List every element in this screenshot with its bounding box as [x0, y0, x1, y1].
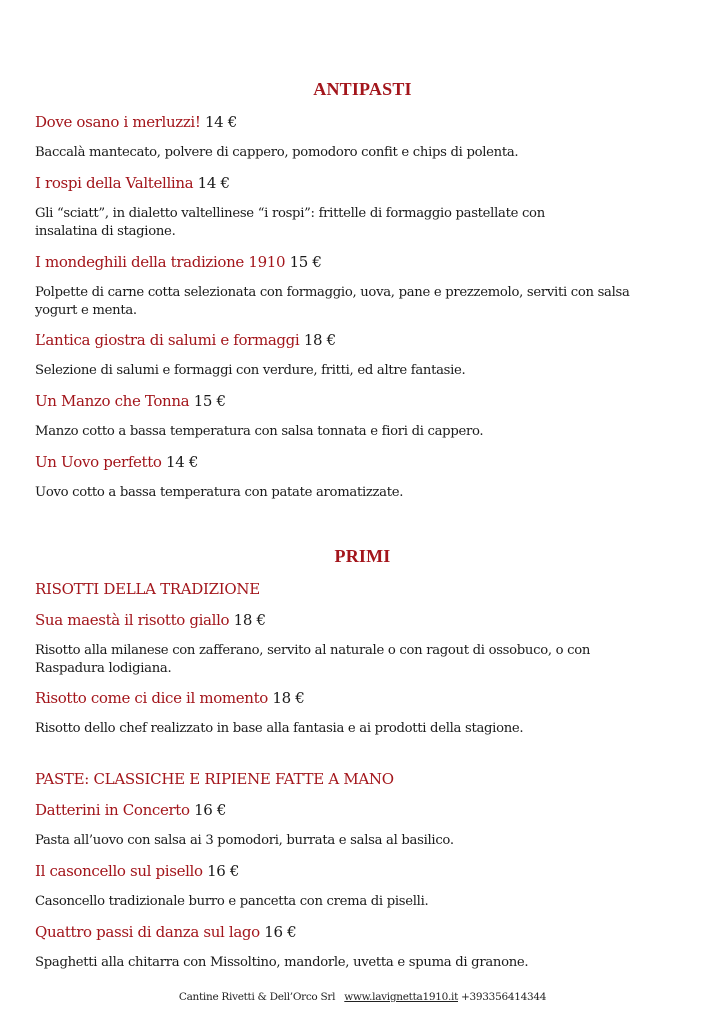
dish-title	[35, 331, 336, 349]
dish-description: Gli “sciatt”, in dialetto valtellinese “i rospi”: frittelle di formaggio pastellate con insalatina di stagione.	[35, 206, 545, 239]
dish-description: Spaghetti alla chitarra con Missoltino, mandorle, uvetta e spuma di granone.	[35, 955, 529, 970]
dish-title	[35, 174, 230, 192]
dish-title	[35, 689, 304, 707]
dish-title	[35, 923, 296, 941]
dish-description: Uovo cotto a bassa temperatura con patate aromatizzate.	[35, 485, 404, 500]
dish-name: Sua maestà il risotto giallo	[35, 611, 230, 629]
dish-description: Manzo cotto a bassa temperatura con salsa tonnata e fiori di cappero.	[35, 424, 484, 439]
dish-title	[35, 253, 322, 271]
dish-title	[35, 862, 239, 880]
dish-title	[35, 453, 198, 471]
dish-price: 16 €	[194, 801, 227, 819]
section-title-primi: PRIMI	[334, 546, 391, 566]
section-title-antipasti: ANTIPASTI	[313, 79, 412, 99]
dish-description: Polpette di carne cotta selezionata con formaggio, uova, pane e prezzemolo, serviti con salsa yogurt e menta.	[35, 285, 630, 318]
dish-description: Casoncello tradizionale burro e pancetta con crema di piselli.	[35, 894, 429, 909]
dish-description: Risotto dello chef realizzato in base alla fantasia e ai prodotti della stagione.	[35, 721, 524, 736]
dish-price: 16 €	[264, 923, 297, 941]
dish-price: 16 €	[207, 862, 240, 880]
dish-name: Risotto come ci dice il momento	[35, 689, 268, 707]
dish-description: Baccalà mantecato, polvere di cappero, pomodoro confit e chips di polenta.	[35, 145, 519, 160]
dish-price: 18 €	[303, 331, 336, 349]
dish-price: 14 €	[166, 453, 199, 471]
dish-name: Datterini in Concerto	[35, 801, 190, 819]
dish-price: 18 €	[272, 689, 305, 707]
dish-name: I mondeghili della tradizione 1910	[35, 253, 286, 271]
dish-price: 14 €	[204, 113, 237, 131]
dish-title	[35, 611, 266, 629]
dish-title	[35, 392, 226, 410]
dish-title	[35, 801, 226, 819]
dish-title	[35, 113, 237, 131]
dish-description: Selezione di salumi e formaggi con verdure, fritti, ed altre fantasie.	[35, 363, 466, 378]
dish-name: I rospi della Valtellina	[35, 174, 194, 192]
dish-name: Il casoncello sul pisello	[35, 862, 203, 880]
dish-description: Pasta all’uovo con salsa ai 3 pomodori, burrata e salsa al basilico.	[35, 833, 454, 848]
dish-name: Un Manzo che Tonna	[35, 392, 190, 410]
dish-price: 18 €	[233, 611, 266, 629]
subsection-risotti: RISOTTI DELLA TRADIZIONE	[35, 580, 260, 598]
dish-price: 14 €	[197, 174, 230, 192]
dish-name: Quattro passi di danza sul lago	[35, 923, 260, 941]
footer-company: Cantine Rivetti & Dell’Orco Srl	[178, 991, 336, 1003]
dish-price: 15 €	[193, 392, 226, 410]
dish-name: Dove osano i merluzzi!	[35, 113, 201, 131]
subsection-paste: PASTE: CLASSICHE E RIPIENE FATTE A MANO	[35, 770, 394, 788]
footer	[0, 991, 725, 1003]
dish-name: Un Uovo perfetto	[35, 453, 162, 471]
dish-price: 15 €	[289, 253, 322, 271]
footer-phone: +393356414344	[461, 991, 547, 1003]
dish-description: Risotto alla milanese con zafferano, servito al naturale o con ragout di ossobuco, o con Raspadura lodigiana.	[35, 643, 591, 676]
footer-website-link[interactable]: www.lavignetta1910.it	[344, 991, 458, 1003]
dish-name: L’antica giostra di salumi e formaggi	[35, 331, 300, 349]
